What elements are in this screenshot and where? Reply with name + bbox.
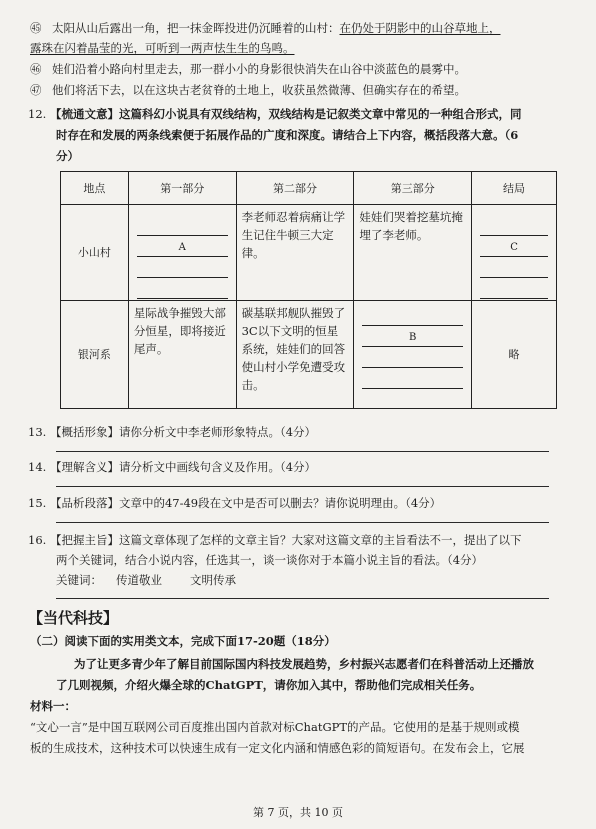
table-row xyxy=(61,301,557,409)
blank-label: B xyxy=(362,330,463,347)
table-cell: 李老师忍着病痛让学生记住牛顿三大定律。 xyxy=(236,205,354,301)
q16-line1: 16. 【把握主旨】这篇文章体现了怎样的文章主旨？大家对这篇文章的主旨看法不一，提出了以下 xyxy=(28,533,522,547)
answer-line[interactable] xyxy=(56,522,549,523)
q15: 15. 【品析段落】文章中的47-49段在文中是否可以删去？请你说明理由。（4分） xyxy=(28,496,442,510)
q16-keywords: 关键词： 传道敬业 文明传承 xyxy=(56,573,236,587)
table-header: 第一部分 xyxy=(128,172,236,205)
q12-line1: 12. 【梳通文意】这篇科幻小说具有双线结构，双线结构是记叙类文章中常见的一种组合形式，同 xyxy=(28,107,522,121)
table-cell: 略 xyxy=(472,301,557,409)
material-line2: 板的生成技术，这种技术可以快速生成有一定文化内涵和情感色彩的简短语句。在发布会上，它展 xyxy=(30,741,525,755)
plot-structure-table xyxy=(60,171,557,409)
q16-line2: 两个关键词，结合小说内容，任选其一，谈一谈你对于本篇小说主旨的看法。（4分） xyxy=(56,553,484,567)
answer-line[interactable] xyxy=(56,451,549,452)
answer-line[interactable] xyxy=(56,598,549,599)
table-header: 第二部分 xyxy=(236,172,354,205)
table-header: 第三部分 xyxy=(354,172,472,205)
sentence-55-cont: 露珠在闪着晶莹的光，可听到一两声怯生生的鸟鸣。 xyxy=(30,41,295,55)
q14: 14. 【理解含义】请分析文中画线句含义及作用。（4分） xyxy=(28,460,317,474)
table-cell: 星际战争摧毁大部分恒星，即将接近尾声。 xyxy=(128,301,236,409)
sentence-55: ㊺ 太阳从山后露出一角，把一抹金晖投进仍沉睡着的山村：在仍处于阴影中的山谷草地上， xyxy=(30,21,501,35)
sentence-57: ㊼ 他们将活下去，以在这块古老贫脊的土地上，收获虽然微薄、但确实存在的希望。 xyxy=(30,83,466,97)
q12-line2: 时存在和发展的两条线索便于拓展作品的广度和深度。请结合上下内容，概括段落大意。（6 xyxy=(56,128,519,142)
table-header-row xyxy=(61,172,557,205)
row-label: 银河系 xyxy=(61,301,129,409)
blank-label: A xyxy=(137,240,228,257)
table-cell: 娃娃们哭着挖墓坑掩埋了李老师。 xyxy=(354,205,472,301)
material-line1: “文心一言”是中国互联网公司百度推出国内首款对标ChatGPT的产品。它使用的是基于规则或模 xyxy=(30,720,520,734)
intro-line2: 了几则视频，介绍火爆全球的ChatGPT，请你加入其中，帮助他们完成相关任务。 xyxy=(56,678,482,692)
table-row xyxy=(61,205,557,301)
row-label: 小山村 xyxy=(61,205,129,301)
section-title: 【当代科技】 xyxy=(28,609,119,627)
blank-label: C xyxy=(480,240,548,257)
page-footer: 第 7 页，共 10 页 xyxy=(253,806,343,819)
table-header: 地点 xyxy=(61,172,129,205)
blank-cell-b[interactable] xyxy=(354,301,472,409)
passage-instruction: （二）阅读下面的实用类文本，完成下面17-20题（18分） xyxy=(30,634,336,648)
blank-cell-c[interactable] xyxy=(472,205,557,301)
sentence-56: ㊻ 娃们沿着小路向村里走去，那一群小小的身影很快消失在山谷中淡蓝色的晨雾中。 xyxy=(30,62,466,76)
q12-line3: 分） xyxy=(56,149,79,163)
answer-line[interactable] xyxy=(56,486,549,487)
intro-line1: 为了让更多青少年了解目前国际国内科技发展趋势，乡村振兴志愿者们在科普活动上还播放 xyxy=(74,657,534,671)
material-label: 材料一： xyxy=(30,699,76,713)
blank-cell-a[interactable] xyxy=(128,205,236,301)
table-cell: 碳基联邦舰队摧毁了3C以下文明的恒星系统，娃娃们的回答使山村小学免遭受攻击。 xyxy=(236,301,354,409)
q13: 13. 【概括形象】请你分析文中李老师形象特点。（4分） xyxy=(28,425,317,439)
table-header: 结局 xyxy=(472,172,557,205)
